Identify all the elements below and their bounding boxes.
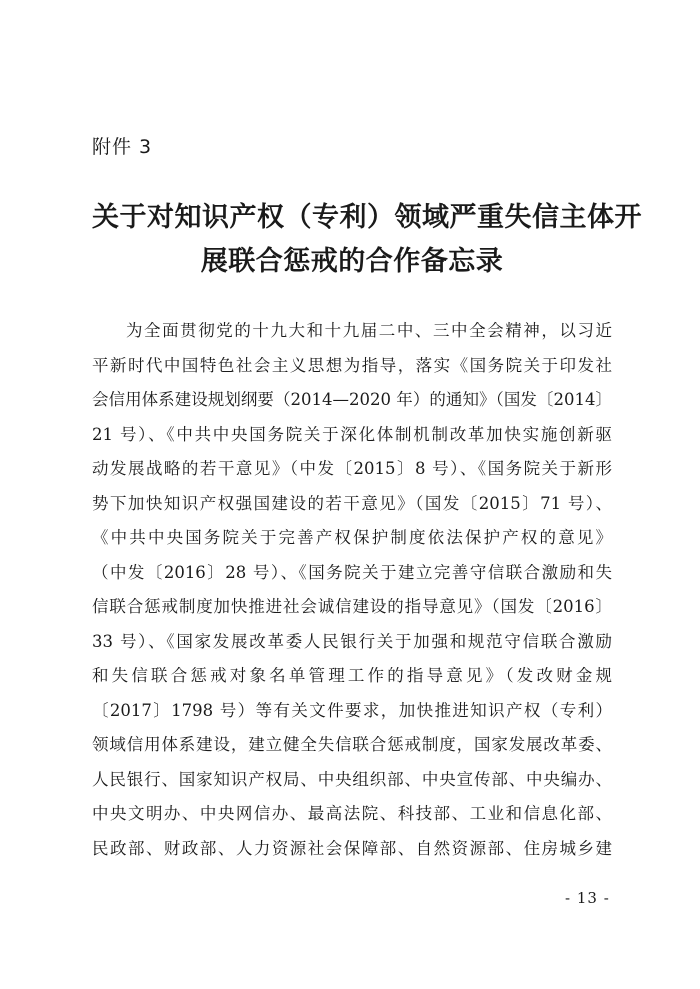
body-line: 平新时代中国特色社会主义思想为指导，落实《国务院关于印发社 [92,355,612,375]
body-line: 领域信用体系建设，建立健全失信联合惩戒制度，国家发展改革委、 [92,735,612,754]
attachment-label: 附件 3 [92,136,153,158]
body-line: 〔2017〕1798 号）等有关文件要求，加快推进知识产权（专利） [92,700,612,720]
body-line: 21 号）、《中共中央国务院关于深化体制机制改革加快实施创新驱 [92,424,612,444]
body-line: 为全面贯彻党的十九大和十九届二中、三中全会精神，以习近 [126,321,612,340]
body-line: 会信用体系建设规划纲要（2014—2020 年）的通知》（国发〔2014〕 [92,390,612,409]
document-title [92,196,642,284]
body-line: 动发展战略的若干意见》（中发〔2015〕8 号）、《国务院关于新形 [92,459,612,478]
body-line: 《中共中央国务院关于完善产权保护制度依法保护产权的意见》 [92,528,612,547]
body-line: 民政部、财政部、人力资源社会保障部、自然资源部、住房城乡建 [92,838,612,858]
body-line: （中发〔2016〕28 号）、《国务院关于建立完善守信联合激励和失 [92,562,612,582]
body-line: 中央文明办、中央网信办、最高法院、科技部、工业和信息化部、 [92,804,612,823]
body-paragraph [92,314,612,866]
title-line: 展联合惩戒的合作备忘录 [200,246,504,277]
body-line: 33 号）、《国家发展改革委人民银行关于加强和规范守信联合激励 [92,631,612,651]
title-line: 关于对知识产权（专利）领域严重失信主体开 [92,202,642,233]
body-line: 和失信联合惩戒对象名单管理工作的指导意见》（发改财金规 [92,666,612,685]
body-line: 信联合惩戒制度加快推进社会诚信建设的指导意见》（国发〔2016〕 [92,597,612,616]
body-line: 人民银行、国家知识产权局、中央组织部、中央宣传部、中央编办、 [92,769,612,789]
body-line: 势下加快知识产权强国建设的若干意见》（国发〔2015〕71 号）、 [92,493,612,513]
page-number: - 13 - [565,889,610,907]
